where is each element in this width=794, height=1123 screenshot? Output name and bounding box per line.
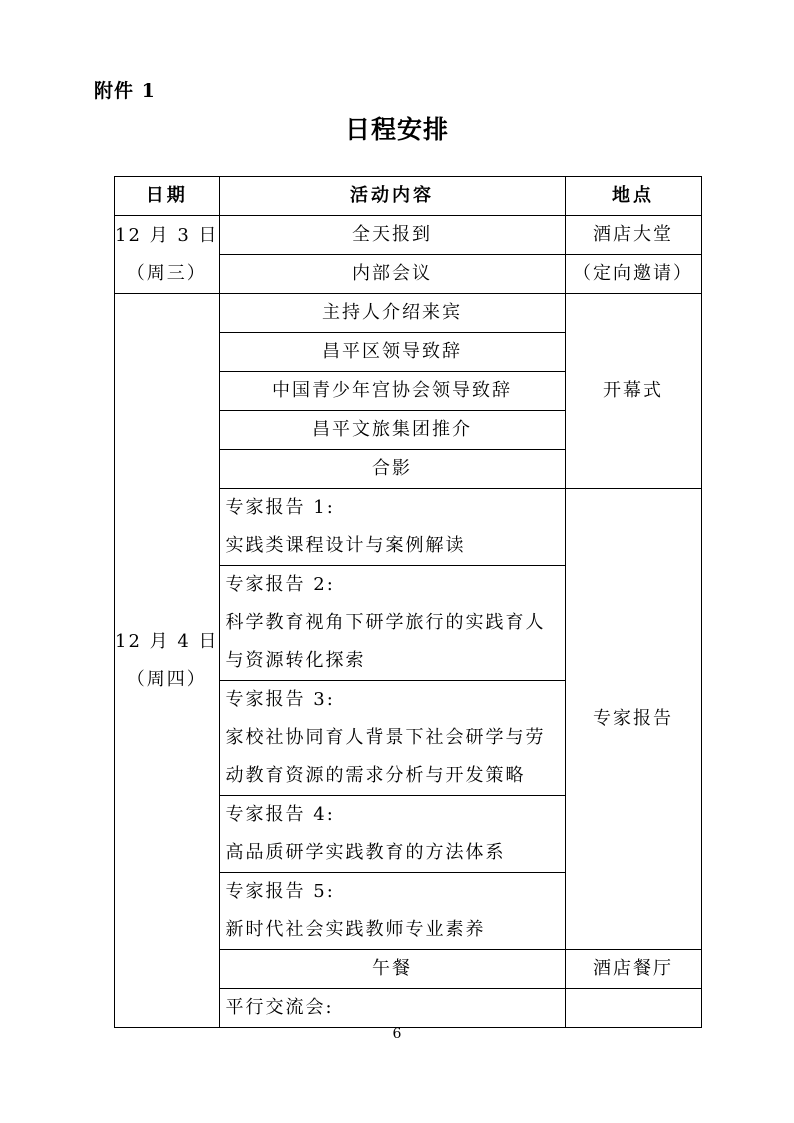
activity-text: 专家报告 2: xyxy=(225,574,335,595)
activity-cell xyxy=(219,566,565,681)
location-cell xyxy=(565,255,701,294)
date-cell xyxy=(115,294,220,1028)
activity-cell xyxy=(219,796,565,873)
schedule-table xyxy=(114,176,702,1028)
page-number: 6 xyxy=(392,1026,402,1042)
schedule-body xyxy=(115,216,702,1028)
header-activity: 活动内容 xyxy=(219,177,565,216)
activity-cell xyxy=(219,989,565,1028)
location-cell xyxy=(565,489,701,950)
date-cell xyxy=(115,216,220,294)
activity-text: 实践类课程设计与案例解读 xyxy=(225,535,466,556)
activity-text: 高品质研学实践教育的方法体系 xyxy=(225,842,506,863)
activity-cell xyxy=(219,950,565,989)
activity-text: 合影 xyxy=(372,458,413,479)
activity-text: 中国青少年宫协会领导致辞 xyxy=(272,380,513,401)
location-text: 专家报告 xyxy=(593,708,674,729)
activity-text: 科学教育视角下研学旅行的实践育人 xyxy=(225,612,546,633)
activity-cell xyxy=(219,216,565,255)
table-row xyxy=(115,216,702,255)
activity-text: 主持人介绍来宾 xyxy=(322,302,463,323)
activity-text: 与资源转化探索 xyxy=(225,650,366,671)
location-text: 酒店大堂 xyxy=(593,224,674,245)
activity-text: 动教育资源的需求分析与开发策略 xyxy=(225,765,526,786)
activity-text: 新时代社会实践教师专业素养 xyxy=(225,919,486,940)
header-row xyxy=(115,177,702,216)
activity-cell xyxy=(219,333,565,372)
activity-cell xyxy=(219,294,565,333)
activity-cell xyxy=(219,873,565,950)
header-date: 日期 xyxy=(115,177,220,216)
activity-cell xyxy=(219,372,565,411)
table-row xyxy=(115,294,702,333)
date-text: （周三） xyxy=(126,262,207,284)
activity-cell xyxy=(219,450,565,489)
location-cell xyxy=(565,950,701,989)
location-cell xyxy=(565,294,701,489)
activity-text: 平行交流会: xyxy=(225,997,334,1018)
activity-cell xyxy=(219,255,565,294)
activity-text: 全天报到 xyxy=(352,224,433,245)
date-text: （周四） xyxy=(126,668,207,690)
location-cell xyxy=(565,216,701,255)
header-location: 地点 xyxy=(565,177,701,216)
activity-text: 专家报告 3: xyxy=(225,689,335,710)
activity-text: 专家报告 1: xyxy=(225,497,335,518)
page-title: 日程安排 xyxy=(344,115,449,144)
activity-cell xyxy=(219,411,565,450)
activity-text: 专家报告 5: xyxy=(225,881,335,902)
activity-text: 昌平区领导致辞 xyxy=(322,341,463,362)
location-text: （定向邀请） xyxy=(573,263,694,284)
location-text: 开幕式 xyxy=(603,380,664,401)
activity-cell xyxy=(219,681,565,796)
activity-text: 午餐 xyxy=(372,958,413,979)
activity-text: 家校社协同育人背景下社会研学与劳 xyxy=(225,727,546,748)
date-text: 12 月 4 日 xyxy=(115,630,219,652)
activity-text: 专家报告 4: xyxy=(225,804,335,825)
attachment-label: 附件 1 xyxy=(94,80,156,102)
activity-text: 内部会议 xyxy=(352,263,433,284)
location-text xyxy=(566,989,701,1027)
activity-text: 昌平文旅集团推介 xyxy=(312,419,473,440)
activity-cell xyxy=(219,489,565,566)
date-text: 12 月 3 日 xyxy=(115,224,219,246)
location-text: 酒店餐厅 xyxy=(593,958,674,979)
location-cell xyxy=(565,989,701,1028)
